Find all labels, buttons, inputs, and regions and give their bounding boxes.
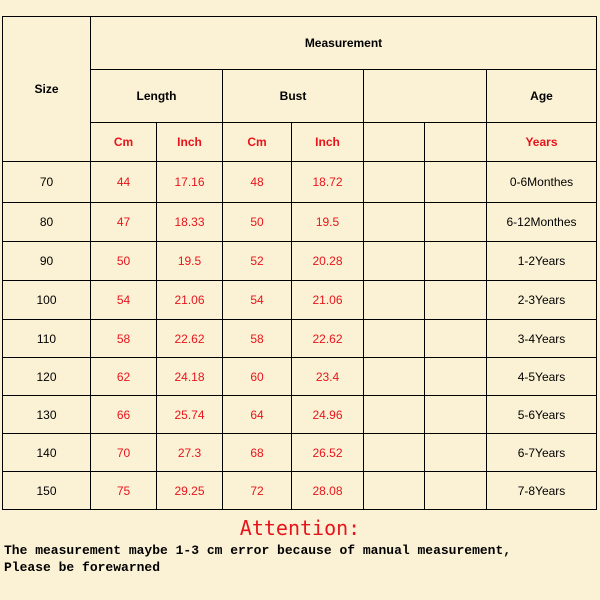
length-inch-cell: 19.5 — [157, 242, 223, 281]
length-cm-cell: 54 — [91, 281, 157, 320]
length-inch-cell: 18.33 — [157, 203, 223, 242]
empty-cell-2 — [425, 472, 487, 510]
age-cell: 1-2Years — [487, 242, 597, 281]
age-cell: 6-12Monthes — [487, 203, 597, 242]
length-inch-cell: 17.16 — [157, 162, 223, 203]
length-cm-cell: 58 — [91, 320, 157, 358]
bust-cm-cell: 64 — [223, 396, 292, 434]
bust-inch-cell: 18.72 — [292, 162, 364, 203]
table-row — [3, 320, 597, 358]
bust-cm-cell: 68 — [223, 434, 292, 472]
bust-cm-cell: 54 — [223, 281, 292, 320]
length-inch-cell: 21.06 — [157, 281, 223, 320]
empty-cell-2 — [425, 396, 487, 434]
bust-inch-cell: 22.62 — [292, 320, 364, 358]
size-cell: 130 — [3, 396, 91, 434]
empty-cell-2 — [425, 242, 487, 281]
header-length: Length — [91, 70, 223, 123]
size-cell: 110 — [3, 320, 91, 358]
bust-cm-cell: 58 — [223, 320, 292, 358]
table-row — [3, 203, 597, 242]
length-cm-cell: 50 — [91, 242, 157, 281]
length-cm-cell: 44 — [91, 162, 157, 203]
length-cm-cell: 75 — [91, 472, 157, 510]
empty-cell-2 — [425, 162, 487, 203]
size-cell: 140 — [3, 434, 91, 472]
subheader-length-inch: Inch — [157, 123, 223, 162]
empty-cell-1 — [364, 320, 425, 358]
bust-inch-cell: 23.4 — [292, 358, 364, 396]
header-measurement: Measurement — [91, 17, 597, 70]
subheader-empty-1 — [364, 123, 425, 162]
age-cell: 5-6Years — [487, 396, 597, 434]
attention-note-line-2: Please be forewarned — [4, 560, 161, 575]
table-row — [3, 242, 597, 281]
bust-cm-cell: 48 — [223, 162, 292, 203]
empty-cell-1 — [364, 358, 425, 396]
bust-inch-cell: 21.06 — [292, 281, 364, 320]
bust-inch-cell: 26.52 — [292, 434, 364, 472]
subheader-bust-cm: Cm — [223, 123, 292, 162]
age-cell: 7-8Years — [487, 472, 597, 510]
subheader-length-cm: Cm — [91, 123, 157, 162]
empty-cell-2 — [425, 320, 487, 358]
bust-cm-cell: 60 — [223, 358, 292, 396]
age-cell: 2-3Years — [487, 281, 597, 320]
length-inch-cell: 29.25 — [157, 472, 223, 510]
length-inch-cell: 25.74 — [157, 396, 223, 434]
length-cm-cell: 47 — [91, 203, 157, 242]
size-cell: 120 — [3, 358, 91, 396]
age-cell: 4-5Years — [487, 358, 597, 396]
subheader-years: Years — [487, 123, 597, 162]
table-row — [3, 162, 597, 203]
length-inch-cell: 27.3 — [157, 434, 223, 472]
table-row — [3, 358, 597, 396]
table-row — [3, 281, 597, 320]
empty-cell-2 — [425, 358, 487, 396]
table-row — [3, 472, 597, 510]
attention-title: Attention: — [239, 516, 361, 540]
empty-cell-1 — [364, 434, 425, 472]
empty-cell-1 — [364, 281, 425, 320]
bust-cm-cell: 52 — [223, 242, 292, 281]
subheader-empty-2 — [425, 123, 487, 162]
table-row — [3, 396, 597, 434]
bust-inch-cell: 20.28 — [292, 242, 364, 281]
length-inch-cell: 24.18 — [157, 358, 223, 396]
empty-cell-1 — [364, 242, 425, 281]
subheader-bust-inch: Inch — [292, 123, 364, 162]
length-cm-cell: 66 — [91, 396, 157, 434]
size-chart-table — [2, 16, 597, 510]
empty-cell-2 — [425, 434, 487, 472]
size-cell: 70 — [3, 162, 91, 203]
header-age: Age — [487, 70, 597, 123]
empty-cell-1 — [364, 472, 425, 510]
bust-inch-cell: 24.96 — [292, 396, 364, 434]
bust-inch-cell: 28.08 — [292, 472, 364, 510]
empty-cell-1 — [364, 203, 425, 242]
size-cell: 100 — [3, 281, 91, 320]
empty-cell-1 — [364, 162, 425, 203]
age-cell: 0-6Monthes — [487, 162, 597, 203]
header-size: Size — [3, 17, 91, 162]
header-empty — [364, 70, 487, 123]
age-cell: 3-4Years — [487, 320, 597, 358]
bust-cm-cell: 50 — [223, 203, 292, 242]
empty-cell-2 — [425, 281, 487, 320]
attention-note-line-1: The measurement maybe 1-3 cm error because of manual measurement, — [4, 543, 512, 558]
table-row — [3, 434, 597, 472]
age-cell: 6-7Years — [487, 434, 597, 472]
bust-inch-cell: 19.5 — [292, 203, 364, 242]
size-cell: 150 — [3, 472, 91, 510]
size-cell: 90 — [3, 242, 91, 281]
empty-cell-1 — [364, 396, 425, 434]
attention-note — [4, 542, 598, 576]
length-cm-cell: 62 — [91, 358, 157, 396]
header-bust: Bust — [223, 70, 364, 123]
size-cell: 80 — [3, 203, 91, 242]
length-inch-cell: 22.62 — [157, 320, 223, 358]
length-cm-cell: 70 — [91, 434, 157, 472]
empty-cell-2 — [425, 203, 487, 242]
bust-cm-cell: 72 — [223, 472, 292, 510]
